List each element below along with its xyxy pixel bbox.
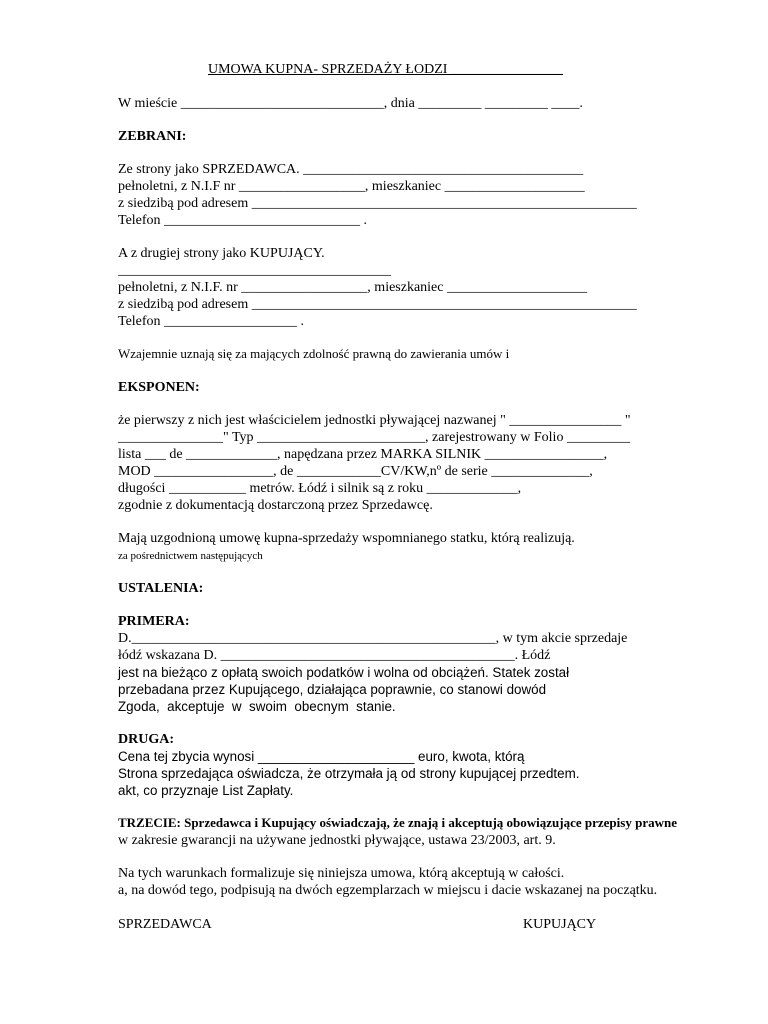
place-date-line: W mieście _____________________________, dnia _________ _________ ____.	[118, 96, 583, 111]
primera-line: Zgoda, akceptuje w swoim obecnym stanie.	[118, 699, 396, 714]
agreement-subtext: za pośrednictwem następujących	[118, 550, 263, 562]
agreement-text: Mają uzgodnioną umowę kupna-sprzedaży wspomnianego statku, którą realizują.	[118, 531, 575, 546]
druga-line: akt, co przyznaje List Zapłaty.	[118, 783, 294, 798]
primera-line: przebadana przez Kupującego, działająca poprawnie, co stanowi dowód	[118, 682, 547, 697]
signature-seller-label: SPRZEDAWCA	[118, 917, 212, 932]
primera-line: łódź wskazana D. __________________________________________. Łódź	[118, 648, 551, 663]
trzecie-line: w zakresie gwarancji na używane jednostki pływające, ustawa 23/2003, art. 9.	[118, 833, 556, 848]
seller-line: Ze strony jako SPRZEDAWCA. ________________________________________	[118, 162, 584, 177]
heading-ustalenia: USTALENIA:	[118, 581, 204, 596]
primera-line: jest na bieżąco z opłatą swoich podatków i wolna od obciążeń. Statek został	[118, 665, 570, 680]
closing-line: a, na dowód tego, podpisują na dwóch egzemplarzach w miejscu i dacie wskazanej na początku.	[118, 883, 658, 898]
heading-primera: PRIMERA:	[118, 614, 190, 629]
druga-line: Cena tej zbycia wynosi _____________________ euro, kwota, którą	[118, 749, 525, 764]
eksponen-line: że pierwszy z nich jest właścicielem jednostki pływającej nazwanej " ________________ "	[118, 413, 631, 428]
document-title: UMOWA KUPNA- SPRZEDAŻY ŁODZI ________________	[208, 62, 563, 77]
eksponen-line: MOD _________________, de ____________CV/KW,nº de serie ______________,	[118, 464, 593, 479]
mutual-capacity-text: Wzajemnie uznają się za mających zdolność prawną do zawierania umów i	[118, 346, 510, 361]
heading-eksponen: EKSPONEN:	[118, 380, 200, 395]
trzecie-heading: TRZECIE: Sprzedawca i Kupujący oświadczają, że znają i akceptują obowiązujące przepisy prawne	[118, 815, 677, 830]
heading-druga: DRUGA:	[118, 732, 174, 747]
buyer-line: _______________________________________	[118, 263, 391, 278]
buyer-line: A z drugiej strony jako KUPUJĄCY.	[118, 246, 325, 261]
buyer-line: Telefon ___________________ .	[118, 314, 305, 329]
heading-zebrani: ZEBRANI:	[118, 129, 187, 144]
eksponen-line: _______________" Typ ________________________, zarejestrowany w Folio _________	[118, 430, 630, 445]
primera-line: D.____________________________________________________, w tym akcie sprzedaje	[118, 631, 628, 646]
buyer-line: z siedzibą pod adresem _______________________________________________________	[118, 297, 637, 312]
eksponen-line: długości ___________ metrów. Łódź i silnik są z roku _____________,	[118, 481, 522, 496]
closing-line: Na tych warunkach formalizuje się niniejsza umowa, którą akceptują w całości.	[118, 866, 565, 881]
druga-line: Strona sprzedająca oświadcza, że otrzymała ją od strony kupującej przedtem.	[118, 766, 580, 781]
seller-line: Telefon ____________________________ .	[118, 213, 368, 228]
seller-line: pełnoletni, z N.I.F nr __________________, mieszkaniec ____________________	[118, 179, 585, 194]
seller-line: z siedzibą pod adresem _______________________________________________________	[118, 196, 637, 211]
buyer-line: pełnoletni, z N.I.F. nr __________________, mieszkaniec ____________________	[118, 280, 587, 295]
signature-buyer-label: KUPUJĄCY	[523, 917, 597, 932]
eksponen-line: zgodnie z dokumentacją dostarczoną przez Sprzedawcę.	[118, 498, 433, 513]
eksponen-line: lista ___ de _____________, napędzana przez MARKA SILNIK _________________,	[118, 447, 608, 462]
